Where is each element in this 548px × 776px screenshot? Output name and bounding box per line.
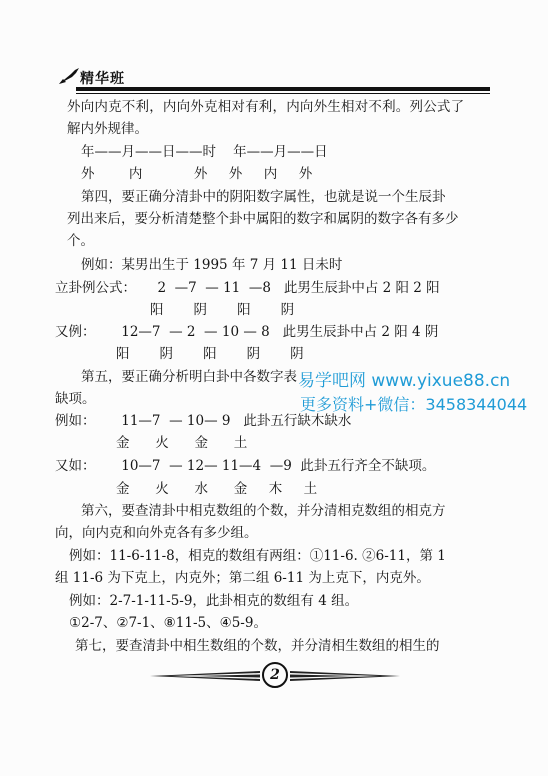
- header-rule: [76, 87, 490, 91]
- watermark-contact: 更多资料+微信：3458344044: [300, 395, 528, 414]
- ink-brush-icon: [57, 66, 81, 86]
- text-line: 解内外规律。: [67, 121, 148, 137]
- example-line: 例如：2-7-1-11-5-9，此卦相克的数组有 4 组。: [69, 593, 359, 609]
- yinyang-row: 阳 阴 阳 阴 阴: [116, 346, 304, 362]
- watermark-site: 易学吧网 www.yixue88.cn: [298, 371, 511, 391]
- yinyang-row: 阳 阴 阳 阴: [150, 302, 295, 318]
- example-line: 立卦例公式： 2 —7 — 11 —8 此男生辰卦中占 2 阳 2 阳: [55, 280, 440, 296]
- text-line: 个。: [67, 233, 94, 249]
- formula-line: 年——月——日——时 年——月——日: [81, 144, 328, 160]
- example-line: 例如： 11—7 — 10— 9 此卦五行缺木缺水: [55, 413, 352, 429]
- text-line: 第六，要查清卦中相克数组的个数，并分清相克数组的相克方: [81, 503, 446, 519]
- example-line: ①2-7、②7-1、⑧11-5、④5-9。: [69, 615, 267, 631]
- wuxing-row: 金 火 金 土: [116, 435, 248, 451]
- example-line: 又如： 10—7 — 12— 11—4 —9 此卦五行齐全不缺项。: [55, 458, 436, 474]
- text-line: 缺项。: [55, 391, 96, 407]
- example-line: 又例： 12—7 — 2 — 10 — 8 此男生辰卦中占 2 阳 4 阴: [55, 324, 439, 340]
- text-line: 组 11-6 为下克上，内克外；第二组 6-11 为上克下，内克外。: [55, 570, 430, 586]
- wuxing-row: 金 火 水 金 木 土: [116, 481, 318, 497]
- formula-labels: 外 内 外 外 内 外: [81, 166, 313, 182]
- text-line: 第四，要正确分清卦中的阴阳数字属性，也就是说一个生辰卦: [81, 189, 446, 205]
- example-line: 例如：某男出生于 1995 年 7 月 11 日未时: [81, 257, 343, 273]
- text-line: 第七，要查清卦中相生数组的个数，并分清相生数组的相生的: [75, 638, 440, 654]
- text-line: 向，向内克和向外克各有多少组。: [55, 525, 258, 541]
- text-line: 外向内克不利，内向外克相对有利，内向外生相对不利。列公式了: [67, 99, 465, 115]
- header-rule-thin: [76, 93, 490, 94]
- example-line: 例如：11-6-11-8，相克的数组有两组：①11-6. ②6-11，第 1: [69, 548, 446, 564]
- page-number: 2: [270, 667, 280, 683]
- text-line: 列出来后，要分析清楚整个卦中属阳的数字和属阴的数字各有多少: [67, 211, 459, 227]
- text-line: 第五，要正确分析明白卦中各数字表: [81, 369, 297, 385]
- header-title: 精华班: [80, 71, 125, 87]
